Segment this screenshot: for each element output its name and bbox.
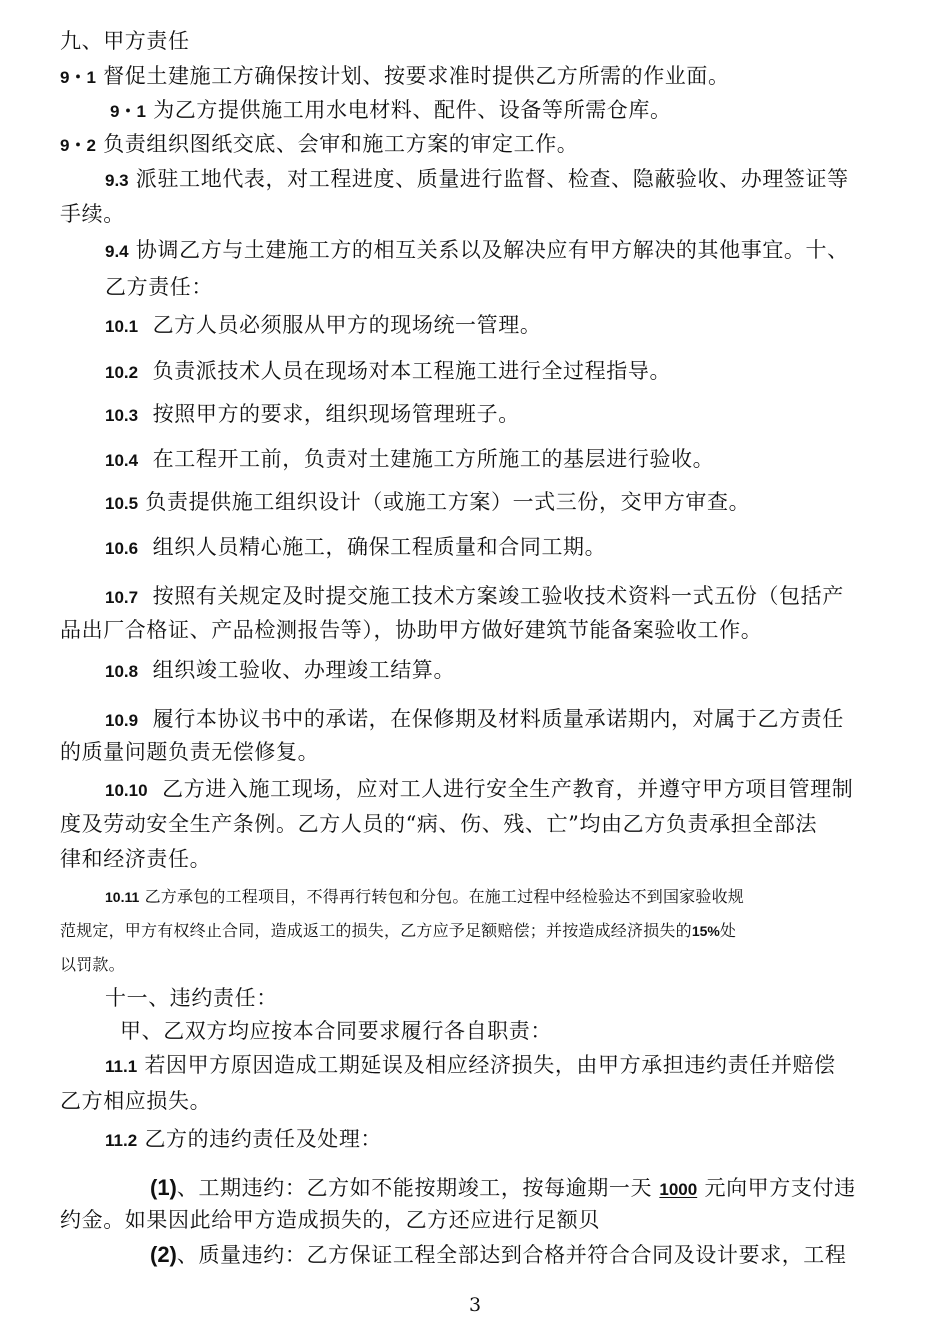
clause-text: 为乙方提供施工用水电材料、配件、设备等所需仓库。	[153, 98, 672, 122]
clause-number: 10.2	[105, 363, 139, 382]
clause-text: 按照有关规定及时提交施工技术方案竣工验收技术资料一式五份（包括产	[152, 584, 844, 608]
clause-10-10-continuation-1: 度及劳动安全生产条例。乙方人员的“病、伤、残、亡”均由乙方负责承担全部法	[60, 812, 818, 836]
clause-text: 乙方承包的工程项目，不得再行转包和分包。在施工过程中经检验达不到国家验收规	[144, 887, 744, 906]
clause-text: 履行本协议书中的承诺，在保修期及材料质量承诺期内，对属于乙方责任	[152, 707, 844, 731]
clause-number: 10.4	[105, 451, 139, 470]
clause-number: 9・2	[60, 136, 96, 155]
clause-11-2-2	[150, 1244, 847, 1266]
clause-text: 、工期违约：乙方如不能按期竣工，按每逾期一天	[176, 1176, 653, 1200]
clause-number: 10.7	[105, 588, 139, 607]
clause-text: 组织人员精心施工，确保工程质量和合同工期。	[152, 535, 607, 559]
clause-10-9	[105, 709, 844, 731]
clause-number: 9・1	[110, 102, 146, 121]
clause-10-10	[105, 779, 853, 801]
clause-10-7	[105, 586, 844, 608]
penalty-percentage: 15%	[691, 923, 720, 939]
clause-number: 9・1	[60, 68, 96, 87]
section-11-heading: 十一、违约责任：	[105, 986, 278, 1010]
clause-10-7-continuation: 品出厂合格证、产品检测报告等），协助甲方做好建筑节能备案验收工作。	[60, 618, 763, 642]
clause-number: 11.1	[105, 1057, 138, 1076]
clause-10-11-continuation-2: 以罚款。	[60, 955, 125, 974]
clause-number: 11.2	[105, 1131, 138, 1150]
clause-text: 元向甲方支付违	[704, 1176, 856, 1200]
clause-text: 协调乙方与土建施工方的相互关系以及解决应有甲方解决的其他事宜。十、	[135, 238, 849, 262]
clause-9-3	[105, 169, 849, 191]
clause-number: 9.3	[105, 171, 129, 190]
section-9-heading: 九、甲方责任	[60, 29, 190, 53]
clause-10-6	[105, 537, 606, 559]
clause-text: 乙方人员必须服从甲方的现场统一管理。	[152, 313, 542, 337]
clause-number: 10.5	[105, 494, 139, 513]
clause-9-1	[60, 66, 730, 88]
clause-number: 10.8	[105, 662, 139, 681]
clause-9-3-continuation: 手续。	[60, 202, 125, 226]
clause-text: 负责组织图纸交底、会审和施工方案的审定工作。	[103, 132, 579, 156]
clause-10-3	[105, 404, 520, 426]
clause-10-10-continuation-2: 律和经济责任。	[60, 847, 212, 871]
clause-11-2-1	[150, 1177, 856, 1200]
clause-number: 10.9	[105, 711, 139, 730]
clause-11-2-1-continuation: 约金。如果因此给甲方造成损失的，乙方还应进行足额贝	[60, 1208, 600, 1232]
clause-10-11	[105, 889, 744, 905]
section-10-heading: 乙方责任：	[105, 275, 213, 299]
clause-text: 、质量违约：乙方保证工程全部达到合格并符合合同及设计要求，工程	[176, 1243, 847, 1267]
penalty-amount: 1000	[659, 1180, 698, 1199]
clause-10-4	[105, 449, 714, 471]
clause-10-8	[105, 660, 455, 682]
clause-text: 负责提供施工组织设计（或施工方案）一式三份，交甲方审查。	[145, 490, 751, 514]
clause-text: 按照甲方的要求，组织现场管理班子。	[152, 402, 520, 426]
clause-number: 10.3	[105, 406, 139, 425]
clause-9-4	[105, 240, 849, 262]
clause-10-9-continuation: 的质量问题负责无偿修复。	[60, 740, 320, 764]
clause-text: 乙方进入施工现场，应对工人进行安全生产教育，并遵守甲方项目管理制	[162, 777, 854, 801]
clause-11-2	[105, 1129, 382, 1151]
clause-10-1	[105, 315, 541, 337]
page-number: 3	[468, 1294, 482, 1316]
clause-text: 负责派技术人员在现场对本工程施工进行全过程指导。	[152, 359, 672, 383]
clause-number: 10.6	[105, 539, 139, 558]
clause-number: 10.1	[105, 317, 139, 336]
clause-11-1-continuation: 乙方相应损失。	[60, 1089, 212, 1113]
clause-number: 10.10	[105, 781, 148, 800]
clause-text: 督促土建施工方确保按计划、按要求准时提供乙方所需的作业面。	[103, 64, 730, 88]
clause-text: 在工程开工前，负责对土建施工方所施工的基层进行验收。	[152, 447, 715, 471]
clause-text: 处	[719, 921, 737, 940]
clause-text: 组织竣工验收、办理竣工结算。	[152, 658, 456, 682]
clause-text: 若因甲方原因造成工期延误及相应经济损失，由甲方承担违约责任并赔偿	[144, 1053, 836, 1077]
item-number: (2)	[150, 1242, 177, 1267]
clause-9-2	[60, 134, 578, 156]
clause-text: 乙方的违约责任及处理：	[144, 1127, 383, 1151]
item-number: (1)	[150, 1175, 177, 1200]
clause-9-1b	[110, 100, 672, 122]
clause-10-5	[105, 492, 750, 514]
clause-10-2	[105, 361, 671, 383]
clause-number: 9.4	[105, 242, 129, 261]
clause-number: 10.11	[105, 889, 140, 905]
clause-11-1	[105, 1055, 836, 1077]
section-11-intro: 甲、乙双方均应按本合同要求履行各自职责：	[120, 1019, 552, 1043]
clause-10-11-continuation-1	[60, 923, 736, 939]
clause-text: 派驻工地代表，对工程进度、质量进行监督、检查、隐蔽验收、办理签证等	[135, 167, 849, 191]
clause-text: 范规定，甲方有权终止合同，造成返工的损失，乙方应予足额赔偿；并按造成经济损失的	[60, 921, 692, 940]
